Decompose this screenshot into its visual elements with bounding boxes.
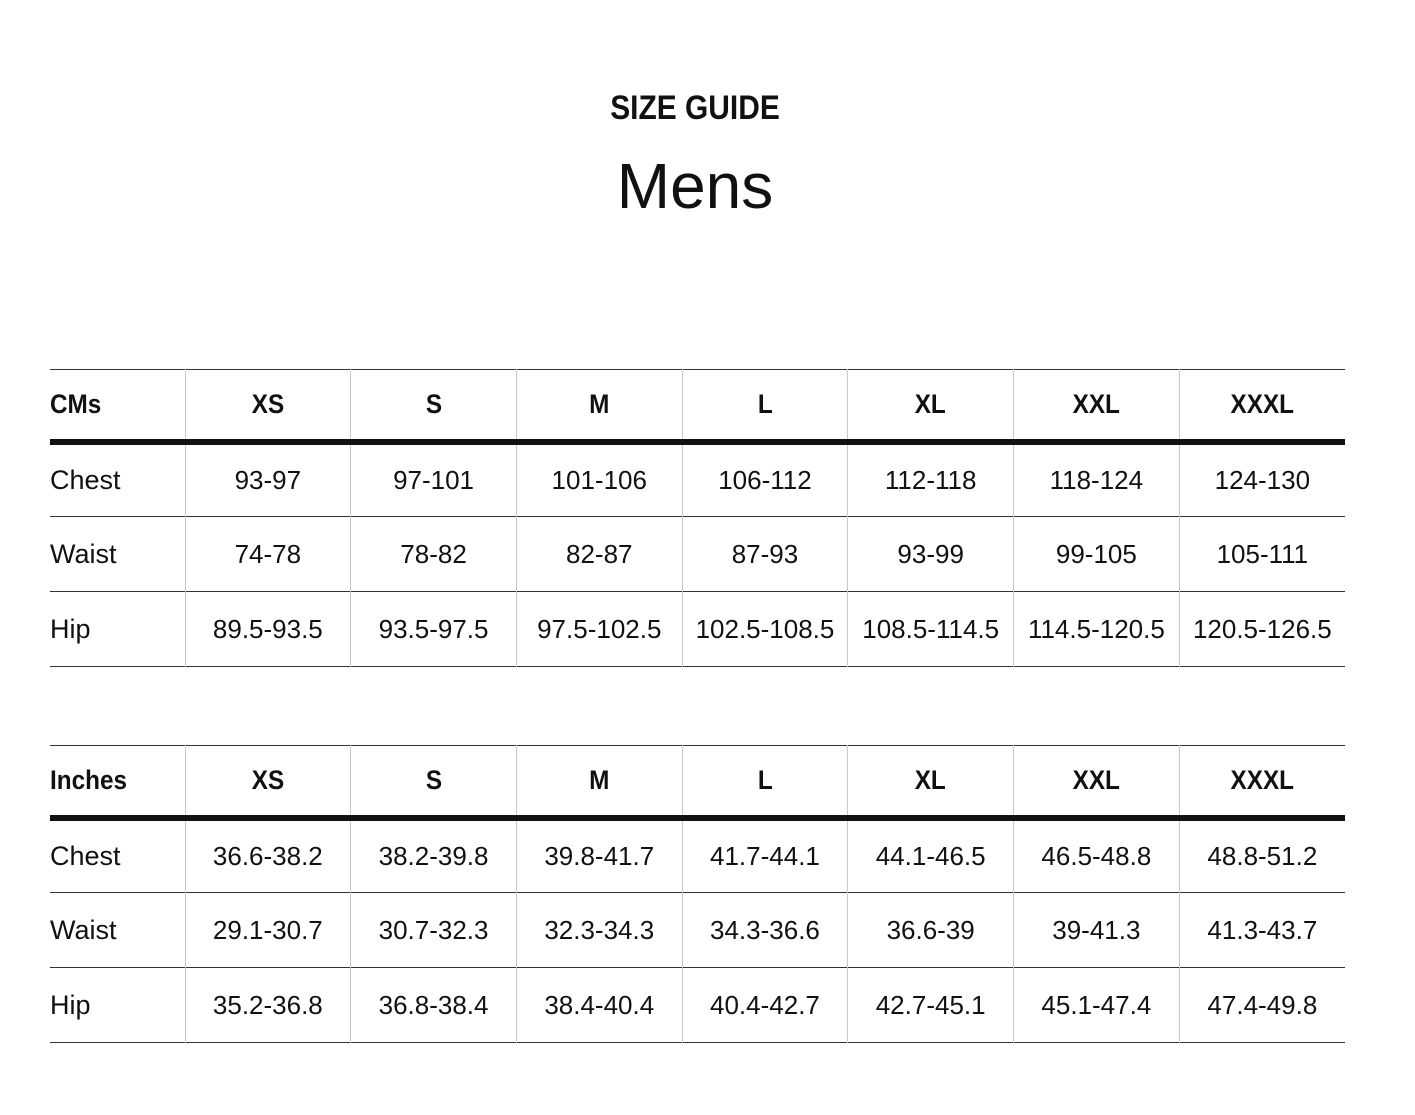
cm-size-table <box>50 369 1345 667</box>
table-cell: 39.8-41.7 <box>516 818 682 893</box>
size-header-xs: XS <box>185 746 351 818</box>
size-header-l: L <box>682 370 848 442</box>
table-cell: 44.1-46.5 <box>848 818 1014 893</box>
table-cell: 38.4-40.4 <box>516 968 682 1043</box>
table-cell: 30.7-32.3 <box>351 893 517 968</box>
table-cell: 41.3-43.7 <box>1179 893 1345 968</box>
table-row <box>50 968 1345 1043</box>
row-label-chest: Chest <box>50 840 121 871</box>
size-header-xxl: XXL <box>1014 746 1180 818</box>
table-cell: 74-78 <box>185 517 351 592</box>
size-guide-kicker: SIZE GUIDE <box>610 89 780 127</box>
size-header-xxxl: XXXL <box>1179 746 1345 818</box>
table-row <box>50 517 1345 592</box>
table-cell: 82-87 <box>516 517 682 592</box>
inch-size-table <box>50 745 1345 1043</box>
table-cell: 108.5-114.5 <box>848 592 1014 667</box>
table-cell: 101-106 <box>516 442 682 517</box>
row-label-waist: Waist <box>50 914 117 945</box>
table-row <box>50 592 1345 667</box>
table-cell: 35.2-36.8 <box>185 968 351 1043</box>
table-header-row <box>50 370 1345 442</box>
page-title: Mens <box>616 150 774 222</box>
table-cell: 89.5-93.5 <box>185 592 351 667</box>
table-cell: 78-82 <box>351 517 517 592</box>
table-cell: 41.7-44.1 <box>682 818 848 893</box>
size-header-s: S <box>351 746 517 818</box>
size-header-xl: XL <box>848 746 1014 818</box>
row-label-hip: Hip <box>50 613 91 644</box>
table-cell: 87-93 <box>682 517 848 592</box>
row-label-chest: Chest <box>50 464 121 495</box>
table-cell: 120.5-126.5 <box>1179 592 1345 667</box>
table-row <box>50 893 1345 968</box>
table-cell: 112-118 <box>848 442 1014 517</box>
unit-label: CMs <box>50 388 102 419</box>
table-cell: 42.7-45.1 <box>848 968 1014 1043</box>
table-cell: 105-111 <box>1179 517 1345 592</box>
table-cell: 93.5-97.5 <box>351 592 517 667</box>
table-cell: 124-130 <box>1179 442 1345 517</box>
size-header-s: S <box>351 370 517 442</box>
table-cell: 38.2-39.8 <box>351 818 517 893</box>
table-cell: 93-97 <box>185 442 351 517</box>
row-label-waist: Waist <box>50 538 117 569</box>
table-cell: 45.1-47.4 <box>1014 968 1180 1043</box>
table-cell: 93-99 <box>848 517 1014 592</box>
table-cell: 106-112 <box>682 442 848 517</box>
size-header-l: L <box>682 746 848 818</box>
size-header-m: M <box>516 370 682 442</box>
table-cell: 36.6-39 <box>848 893 1014 968</box>
table-cell: 97.5-102.5 <box>516 592 682 667</box>
table-cell: 47.4-49.8 <box>1179 968 1345 1043</box>
size-header-xxxl: XXXL <box>1179 370 1345 442</box>
table-cell: 29.1-30.7 <box>185 893 351 968</box>
row-label-hip: Hip <box>50 989 91 1020</box>
table-cell: 34.3-36.6 <box>682 893 848 968</box>
size-header-xxl: XXL <box>1014 370 1180 442</box>
table-cell: 40.4-42.7 <box>682 968 848 1043</box>
table-cell: 118-124 <box>1014 442 1180 517</box>
size-header-xs: XS <box>185 370 351 442</box>
table-cell: 36.6-38.2 <box>185 818 351 893</box>
table-cell: 102.5-108.5 <box>682 592 848 667</box>
unit-label: Inches <box>50 764 127 795</box>
table-row <box>50 818 1345 893</box>
table-cell: 36.8-38.4 <box>351 968 517 1043</box>
table-cell: 114.5-120.5 <box>1014 592 1180 667</box>
table-cell: 46.5-48.8 <box>1014 818 1180 893</box>
table-cell: 39-41.3 <box>1014 893 1180 968</box>
table-cell: 99-105 <box>1014 517 1180 592</box>
table-cell: 32.3-34.3 <box>516 893 682 968</box>
size-header-xl: XL <box>848 370 1014 442</box>
table-cell: 48.8-51.2 <box>1179 818 1345 893</box>
table-row <box>50 442 1345 517</box>
table-header-row <box>50 746 1345 818</box>
table-cell: 97-101 <box>351 442 517 517</box>
size-header-m: M <box>516 746 682 818</box>
